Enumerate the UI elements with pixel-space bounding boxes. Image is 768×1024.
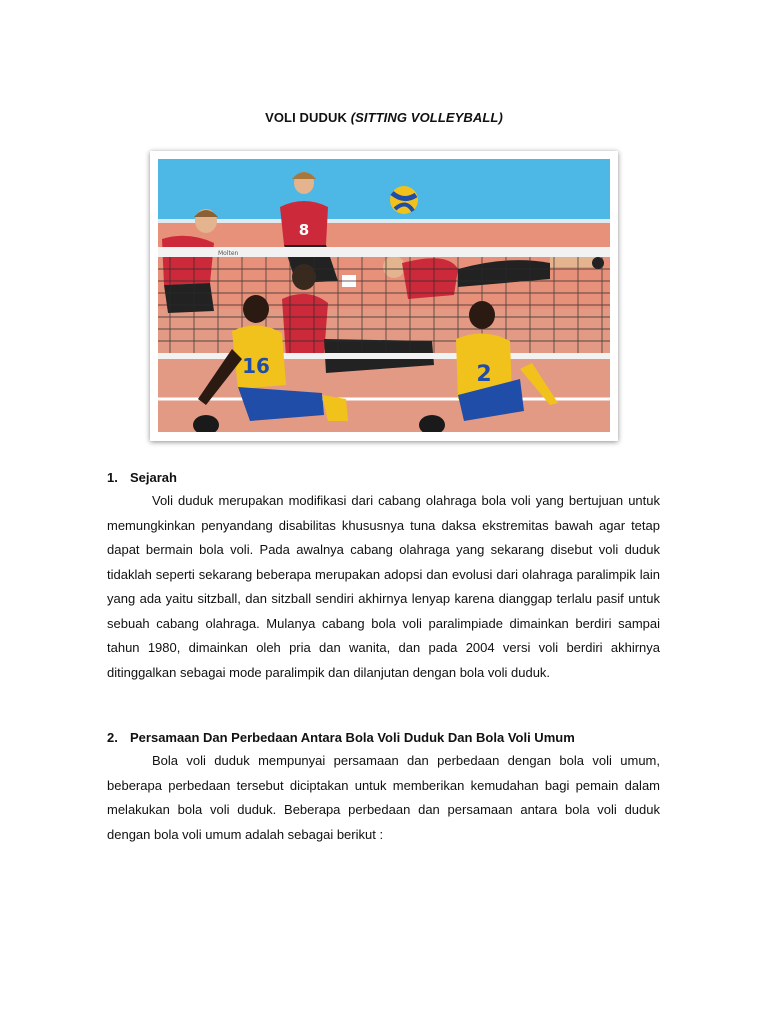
section-number: 1. <box>107 470 118 485</box>
section-heading-persamaan-perbedaan <box>107 730 575 745</box>
title-main: VOLI DUDUK <box>265 110 347 125</box>
paragraph-persamaan-perbedaan: Bola voli duduk mempunyai persamaan dan perbedaan dengan bola voli umum, beberapa perbedaan tersebut diciptakan untuk memberikan kemudahan bagi pemain dalam melakukan bola voli duduk. Beberapa perbedaan dan persamaan antara bola voli duduk dengan bola voli umum adalah sebagai berikut : <box>107 753 660 842</box>
volleyball <box>390 186 418 214</box>
jersey-number: 8 <box>298 221 310 239</box>
section-number: 2. <box>107 730 118 745</box>
photo-illustration <box>158 159 610 432</box>
section-heading-sejarah <box>107 470 177 485</box>
jersey-number: 16 <box>242 354 270 378</box>
section-title: Sejarah <box>130 470 177 485</box>
jersey-number: 2 <box>476 362 492 387</box>
sitting-volleyball-photo <box>150 151 618 441</box>
section-title: Persamaan Dan Perbedaan Antara Bola Voli Duduk Dan Bola Voli Umum <box>130 730 575 745</box>
title-subtitle: (SITTING VOLLEYBALL) <box>350 110 503 125</box>
paragraph-sejarah: Voli duduk merupakan modifikasi dari cabang olahraga bola voli yang bertujuan untuk memungkinkan penyandang disabilitas khususnya tuna daksa ekstremitas bawah agar tetap dapat bermain bola voli. Pada awalnya cabang olahraga yang sekarang disebut voli duduk tidaklah seperti sekarang beberapa merupakan adopsi dan evolusi dari olahraga paralimpik lain yang ada yaitu sitzball, dan sitzball sendiri akhirnya lenyap karena dianggap terlalu pasif untuk sebuah cabang olahraga. Mulanya cabang bola voli paralimpiade dimainkan berdiri sampai tahun 1980, dimainkan oleh pria dan wanita, dan pada 2004 versi voli berdiri akhirnya ditinggalkan sebagai mode paralimpik dan dilanjutan dengan bola voli duduk. <box>107 493 660 680</box>
page-title <box>0 110 768 125</box>
net-brand-text: Molten <box>218 250 239 257</box>
